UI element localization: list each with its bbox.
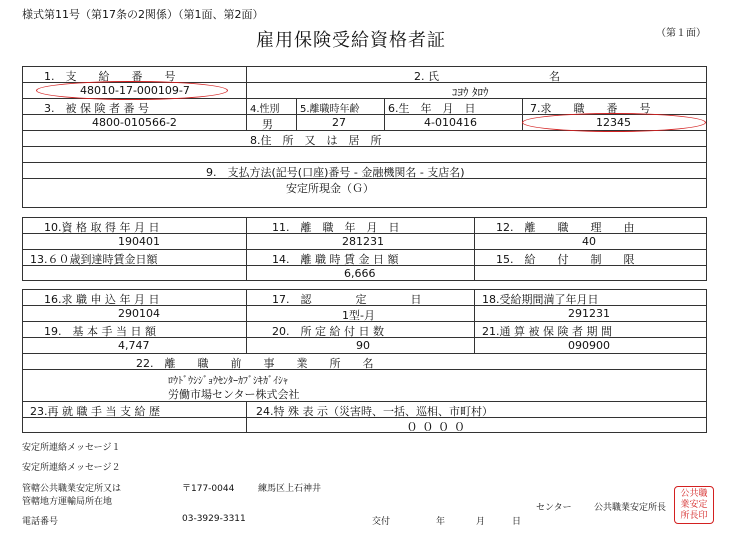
field-5-label: 5.離職時年齢 (300, 104, 360, 115)
field-22-kana: ﾛｳﾄﾞｳｼｼﾞｮｳｾﾝﾀｰｶﾌﾞｼｷｶﾞｲｼｬ (168, 376, 288, 387)
field-21-label: 21.通 算 被 保 険 者 期 間 (482, 325, 612, 338)
field-7-value: 12345 (596, 116, 631, 129)
field-10-label: 10.資 格 取 得 年 月 日 (44, 221, 160, 234)
director-label: 公共職業安定所長 (594, 503, 667, 513)
field-3-value: 4800-010566-2 (92, 116, 177, 129)
field-18-value: 291231 (568, 307, 610, 320)
highlight-oval-job-number (522, 113, 706, 132)
field-2-label: 2. 氏 名 (414, 70, 560, 83)
field-15-label: 15. 給 付 制 限 (496, 253, 635, 266)
field-20-label: 20. 所 定 給 付 日 数 (272, 325, 384, 338)
issued-label: 交付 (372, 517, 391, 527)
seal-stamp-text: 公共職業安定所長印 (680, 489, 708, 521)
field-13-label: 13.６０歳到達時賃金日額 (30, 253, 158, 266)
field-11-value: 281231 (342, 235, 384, 248)
field-10-value: 190401 (118, 235, 160, 248)
field-12-value: 40 (582, 235, 596, 248)
field-14-value: 6,666 (344, 267, 376, 280)
field-9-value: 安定所現金（Ｇ） (286, 182, 374, 195)
field-14-label: 14. 離 職 時 賃 金 日 額 (272, 253, 399, 266)
page-title: 雇用保険受給資格者証 (256, 30, 446, 51)
field-19-label: 19. 基 本 手 当 日 額 (44, 325, 156, 338)
field-16-label: 16.求 職 申 込 年 月 日 (44, 293, 160, 306)
office-postal-code: 〒177-0044 (182, 484, 235, 494)
field-12-label: 12. 離 職 理 由 (496, 221, 635, 234)
field-1-value: 48010-17-000109-7 (80, 84, 190, 97)
office-address: 練馬区上石神井 (258, 484, 322, 494)
field-17-label: 17. 認 定 日 (272, 293, 422, 306)
field-21-value: 090900 (568, 339, 610, 352)
form-reference: 様式第11号（第17条の2関係）（第1面、第2面） (22, 8, 264, 21)
field-8-label: 8.住 所 又 は 居 所 (250, 134, 382, 147)
office-message-2: 安定所連絡メッセージ２ (22, 463, 121, 473)
field-24-value: ０ ０ ０ ０ (406, 420, 466, 434)
center-label: センター (536, 503, 572, 513)
field-11-label: 11. 離 職 年 月 日 (272, 221, 400, 234)
field-22-value: 労働市場センター株式会社 (168, 388, 300, 401)
field-24-label: 24.特 殊 表 示（災害時、一括、巡相、市町村） (256, 405, 493, 418)
field-18-label: 18.受給期間満了年月日 (482, 293, 599, 306)
office-label-line-2: 管轄地方運輸局所在地 (22, 497, 113, 507)
field-17-value: 1型-月 (342, 309, 375, 322)
issued-month: 月 (476, 517, 486, 527)
field-9-label: 9. 支払方法(記号(口座)番号 - 金融機関名 - 支店名) (206, 166, 465, 179)
field-4-label: 4.性別 (250, 104, 280, 115)
field-3-label: 3. 被 保 険 者 番 号 (44, 102, 149, 115)
field-6-label: 6.生 年 月 日 (388, 102, 476, 115)
office-label-line-1: 管轄公共職業安定所又は (22, 484, 122, 494)
phone-label: 電話番号 (22, 517, 59, 527)
office-message-1: 安定所連絡メッセージ１ (22, 443, 121, 453)
field-1-label: 1. 支 給 番 号 (44, 70, 176, 83)
field-6-value: 4-010416 (424, 116, 477, 129)
field-23-label: 23.再 就 職 手 当 支 給 歴 (30, 405, 160, 418)
field-5-value: 27 (332, 116, 346, 129)
field-20-value: 90 (356, 339, 370, 352)
issued-day: 日 (512, 517, 522, 527)
field-16-value: 290104 (118, 307, 160, 320)
issued-year: 年 (436, 517, 446, 527)
field-22-label: 22. 離 職 前 事 業 所 名 (136, 357, 374, 370)
field-4-value: 男 (262, 118, 273, 131)
page-label: （第１面） (656, 28, 706, 39)
field-2-value: ｺﾖｳ ﾀﾛｳ (452, 86, 489, 99)
field-7-label: 7.求 職 番 号 (530, 102, 651, 115)
highlight-oval-payment-number (36, 81, 228, 100)
official-seal-stamp (674, 486, 714, 524)
phone-number: 03-3929-3311 (182, 514, 246, 524)
field-19-value: 4,747 (118, 339, 150, 352)
